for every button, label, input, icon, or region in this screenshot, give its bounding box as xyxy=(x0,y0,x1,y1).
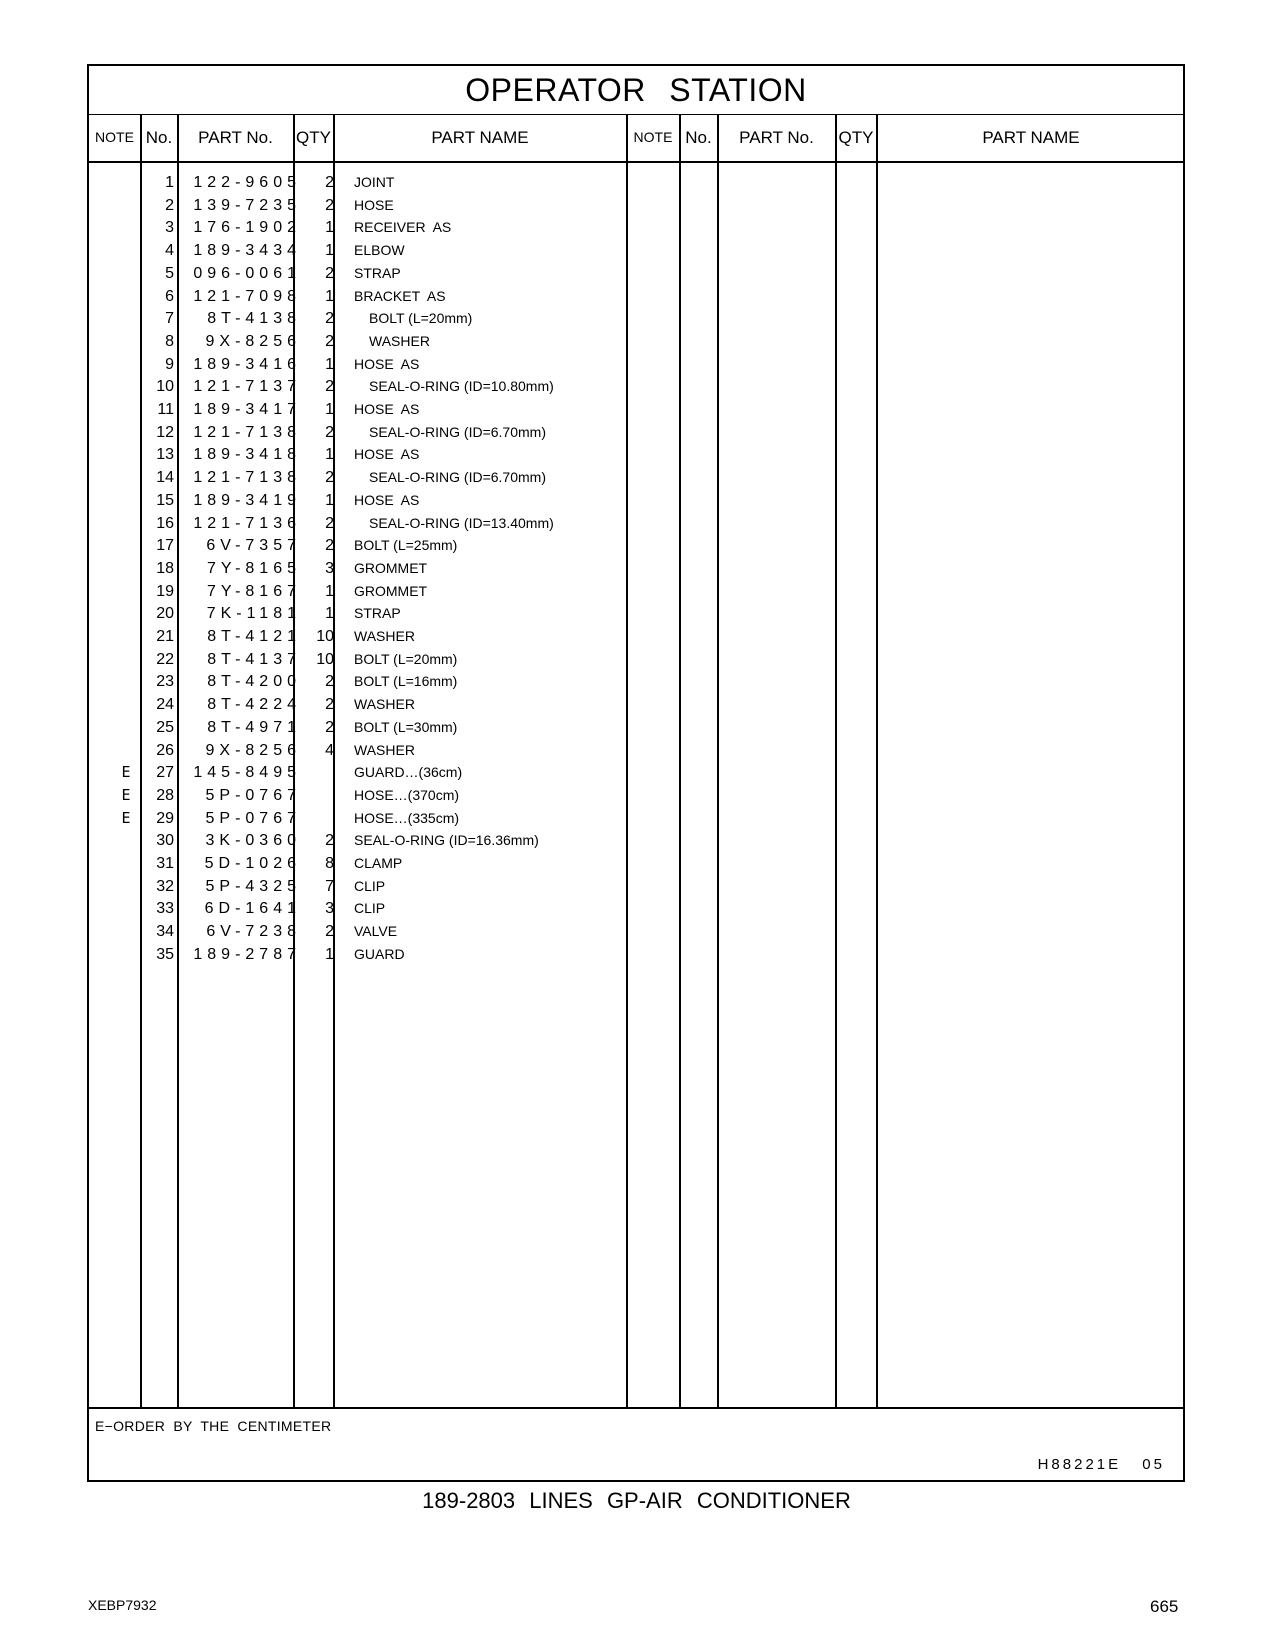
part-number-cell: 9X-8256 xyxy=(205,741,301,759)
item-number-cell: 5 xyxy=(165,264,174,282)
quantity-cell: 2 xyxy=(325,174,334,191)
part-name-cell: SEAL-O-RING (ID=10.80mm) xyxy=(369,378,554,395)
table-row xyxy=(89,375,626,398)
document-id: XEBP7932 xyxy=(88,1597,157,1613)
item-number-cell: 15 xyxy=(156,491,174,509)
item-number-cell: 35 xyxy=(156,945,174,963)
part-name-cell: BOLT (L=20mm) xyxy=(354,650,458,667)
header-no-right: No. xyxy=(685,128,712,147)
quantity-cell: 1 xyxy=(325,219,334,237)
table-row xyxy=(89,739,626,762)
part-name-cell: RECEIVER AS xyxy=(354,219,452,236)
part-name-cell: BRACKET AS xyxy=(354,287,446,304)
quantity-cell: 1 xyxy=(325,582,334,600)
part-number-cell: 189-3416 xyxy=(193,355,301,373)
item-number-cell: 27 xyxy=(156,764,174,782)
item-number-cell: 20 xyxy=(156,605,174,623)
part-number-cell: 121-7137 xyxy=(193,378,301,396)
table-row xyxy=(89,330,626,353)
item-number-cell: 8 xyxy=(165,332,174,350)
part-name-cell: WASHER xyxy=(354,696,415,713)
quantity-cell: 10 xyxy=(316,650,334,668)
header-no: No. xyxy=(145,128,173,147)
part-number-cell: 189-3434 xyxy=(193,242,301,260)
part-name-cell: BOLT (L=25mm) xyxy=(354,537,458,554)
table-row xyxy=(89,398,626,421)
part-name-cell: GROMMET xyxy=(354,559,428,576)
table-row xyxy=(89,716,626,739)
item-number-cell: 16 xyxy=(156,514,174,532)
part-number-cell: 145-8495 xyxy=(193,764,301,782)
table-row xyxy=(89,489,626,512)
quantity-cell: 2 xyxy=(325,310,334,328)
item-number-cell: 31 xyxy=(156,855,174,872)
quantity-cell: 2 xyxy=(325,332,334,350)
table-row xyxy=(89,171,626,194)
quantity-cell: 1 xyxy=(325,401,334,418)
header-qty-right: QTY xyxy=(838,128,874,147)
column-divider xyxy=(717,114,719,1407)
quantity-cell: 8 xyxy=(325,855,334,872)
header-note: NOTE xyxy=(95,129,134,145)
part-number-cell: 6V-7357 xyxy=(206,537,301,555)
item-number-cell: 14 xyxy=(156,469,174,487)
item-number-cell: 26 xyxy=(156,741,174,759)
note-cell: E xyxy=(121,785,131,804)
part-number-cell: 189-3419 xyxy=(193,491,301,509)
table-row xyxy=(89,943,626,966)
part-number-cell: 7Y-8167 xyxy=(206,582,301,600)
table-row xyxy=(89,239,626,262)
table-row xyxy=(89,580,626,603)
item-number-cell: 10 xyxy=(156,378,174,396)
part-number-cell: 8T-4200 xyxy=(207,673,301,691)
table-row xyxy=(89,761,626,784)
table-row xyxy=(89,875,626,898)
quantity-cell: 2 xyxy=(325,264,334,282)
quantity-cell: 2 xyxy=(325,832,334,850)
page-title: OPERATOR STATION xyxy=(89,66,1183,115)
table-row xyxy=(89,534,626,557)
part-name-cell: BOLT (L=20mm) xyxy=(369,310,473,327)
table-row xyxy=(89,285,626,308)
item-number-cell: 3 xyxy=(165,219,174,237)
quantity-cell: 3 xyxy=(325,900,334,918)
table-row xyxy=(89,421,626,444)
header-note-right: NOTE xyxy=(633,129,673,145)
part-name-cell: ELBOW xyxy=(354,242,405,259)
quantity-cell: 2 xyxy=(325,923,334,941)
item-number-cell: 17 xyxy=(156,537,174,555)
header-qty: QTY xyxy=(296,128,331,147)
quantity-cell: 1 xyxy=(325,945,334,963)
table-row xyxy=(89,648,626,671)
part-number-cell: 189-3417 xyxy=(193,401,301,418)
part-number-cell: 7Y-8165 xyxy=(206,559,301,577)
item-number-cell: 7 xyxy=(165,310,174,328)
quantity-cell: 1 xyxy=(325,491,334,509)
quantity-cell: 2 xyxy=(325,673,334,691)
quantity-cell: 2 xyxy=(325,514,334,532)
item-number-cell: 6 xyxy=(165,287,174,305)
column-divider xyxy=(679,114,681,1407)
item-number-cell: 29 xyxy=(156,809,174,827)
part-name-cell: HOSE xyxy=(354,196,394,213)
part-number-cell: 096-0061 xyxy=(193,264,301,282)
item-number-cell: 19 xyxy=(156,582,174,600)
page-number: 665 xyxy=(1150,1597,1179,1616)
note-cell: E xyxy=(121,763,131,782)
part-number-cell: 121-7098 xyxy=(193,287,301,305)
part-name-cell: CLIP xyxy=(354,900,386,917)
table-row xyxy=(89,625,626,648)
item-number-cell: 21 xyxy=(156,628,174,645)
part-name-cell: CLAMP xyxy=(354,855,403,871)
part-name-cell: VALVE xyxy=(354,923,398,940)
header-part-name-right: PART NAME xyxy=(982,128,1080,147)
item-number-cell: 12 xyxy=(156,423,174,441)
item-number-cell: 30 xyxy=(156,832,174,850)
part-number-cell: 121-7138 xyxy=(193,423,301,441)
part-name-cell: STRAP xyxy=(354,605,401,622)
part-number-cell: 176-1902 xyxy=(193,219,301,237)
quantity-cell: 7 xyxy=(325,877,334,895)
item-number-cell: 25 xyxy=(156,718,174,736)
table-row xyxy=(89,216,626,239)
column-divider xyxy=(876,114,878,1407)
quantity-cell: 2 xyxy=(325,537,334,555)
header-divider xyxy=(89,161,1183,163)
part-number-cell: 8T-4137 xyxy=(207,650,301,668)
quantity-cell: 1 xyxy=(325,446,334,464)
item-number-cell: 34 xyxy=(156,923,174,941)
part-name-cell: CLIP xyxy=(354,877,386,894)
header-part-no: PART No. xyxy=(198,128,273,147)
part-name-cell: STRAP xyxy=(354,264,401,281)
part-number-cell: 6D-1641 xyxy=(204,900,301,918)
part-number-cell: 8T-4121 xyxy=(207,628,301,645)
part-number-cell: 121-7136 xyxy=(193,514,301,532)
table-row xyxy=(89,807,626,830)
quantity-cell: 3 xyxy=(325,559,334,577)
table-row xyxy=(89,466,626,489)
part-number-cell: 189-2787 xyxy=(193,945,301,963)
table-row xyxy=(89,897,626,920)
item-number-cell: 9 xyxy=(165,355,174,373)
table-row xyxy=(89,443,626,466)
quantity-cell: 1 xyxy=(325,242,334,260)
part-name-cell: WASHER xyxy=(354,628,415,644)
part-name-cell: HOSE…(335cm) xyxy=(354,809,460,826)
part-name-cell: SEAL-O-RING (ID=16.36mm) xyxy=(354,832,539,849)
part-number-cell: 189-3418 xyxy=(193,446,301,464)
table-row xyxy=(89,602,626,625)
table-row xyxy=(89,693,626,716)
quantity-cell: 2 xyxy=(325,718,334,736)
item-number-cell: 13 xyxy=(156,446,174,464)
part-name-cell: GUARD xyxy=(354,945,405,962)
table-row xyxy=(89,829,626,852)
item-number-cell: 33 xyxy=(156,900,174,918)
part-name-cell: WASHER xyxy=(354,741,415,758)
table-row xyxy=(89,920,626,943)
quantity-cell: 2 xyxy=(325,469,334,487)
part-name-cell: WASHER xyxy=(369,332,430,349)
part-number-cell: 7K-1181 xyxy=(206,605,301,623)
part-name-cell: BOLT (L=16mm) xyxy=(354,673,458,690)
quantity-cell: 1 xyxy=(325,605,334,623)
item-number-cell: 23 xyxy=(156,673,174,691)
item-number-cell: 32 xyxy=(156,877,174,895)
quantity-cell: 1 xyxy=(325,355,334,373)
part-name-cell: SEAL-O-RING (ID=6.70mm) xyxy=(369,423,546,440)
item-number-cell: 28 xyxy=(156,786,174,804)
part-name-cell: SEAL-O-RING (ID=6.70mm) xyxy=(369,469,546,486)
column-divider xyxy=(835,114,837,1407)
drawing-code: H88221E 05 xyxy=(1037,1456,1165,1473)
part-number-cell: 139-7235 xyxy=(193,196,301,214)
part-number-cell: 8T-4224 xyxy=(207,696,301,714)
part-name-cell: HOSE AS xyxy=(354,401,420,417)
table-row xyxy=(89,194,626,217)
table-row xyxy=(89,784,626,807)
part-number-cell: 122-9605 xyxy=(193,174,301,191)
quantity-cell: 2 xyxy=(325,696,334,714)
quantity-cell: 10 xyxy=(316,628,334,645)
part-name-cell: HOSE AS xyxy=(354,446,420,463)
part-number-cell: 5P-0767 xyxy=(205,786,301,804)
quantity-cell: 2 xyxy=(325,196,334,214)
header-part-no-right: PART No. xyxy=(739,128,814,147)
table-row xyxy=(89,670,626,693)
part-name-cell: JOINT xyxy=(354,174,395,190)
table-row xyxy=(89,852,626,875)
item-number-cell: 24 xyxy=(156,696,174,714)
item-number-cell: 1 xyxy=(165,174,174,191)
group-caption: 189-2803 LINES GP-AIR CONDITIONER xyxy=(422,1488,851,1513)
item-number-cell: 18 xyxy=(156,559,174,577)
part-number-cell: 3K-0360 xyxy=(205,832,301,850)
part-number-cell: 9X-8256 xyxy=(205,332,301,350)
quantity-cell: 4 xyxy=(325,741,334,759)
table-row xyxy=(89,557,626,580)
quantity-cell: 1 xyxy=(325,287,334,305)
part-number-cell: 5D-1026 xyxy=(204,855,301,872)
part-name-cell: SEAL-O-RING (ID=13.40mm) xyxy=(369,514,554,531)
item-number-cell: 22 xyxy=(156,650,174,668)
item-number-cell: 11 xyxy=(157,401,174,418)
quantity-cell: 2 xyxy=(325,378,334,396)
part-name-cell: GUARD…(36cm) xyxy=(354,764,463,781)
table-row xyxy=(89,307,626,330)
table-row xyxy=(89,512,626,535)
part-name-cell: HOSE…(370cm) xyxy=(354,786,460,803)
table-row xyxy=(89,262,626,285)
part-name-cell: BOLT (L=30mm) xyxy=(354,718,458,735)
part-name-cell: HOSE AS xyxy=(354,491,420,508)
note-cell: E xyxy=(121,808,131,827)
part-number-cell: 6V-7238 xyxy=(206,923,301,941)
footnote: E−ORDER BY THE CENTIMETER xyxy=(95,1418,332,1434)
item-number-cell: 2 xyxy=(165,196,174,214)
part-number-cell: 8T-4138 xyxy=(207,310,301,328)
part-number-cell: 5P-0767 xyxy=(205,809,301,827)
quantity-cell: 2 xyxy=(325,423,334,441)
table-row xyxy=(89,353,626,376)
part-number-cell: 8T-4971 xyxy=(207,718,301,736)
part-name-cell: HOSE AS xyxy=(354,355,420,372)
part-name-cell: GROMMET xyxy=(354,582,428,599)
part-number-cell: 5P-4325 xyxy=(205,877,301,895)
part-number-cell: 121-7138 xyxy=(193,469,301,487)
parts-table-frame xyxy=(87,64,1185,1482)
footer-divider xyxy=(89,1407,1183,1409)
item-number-cell: 4 xyxy=(165,242,174,260)
column-divider xyxy=(626,114,628,1407)
header-part-name: PART NAME xyxy=(431,128,529,147)
